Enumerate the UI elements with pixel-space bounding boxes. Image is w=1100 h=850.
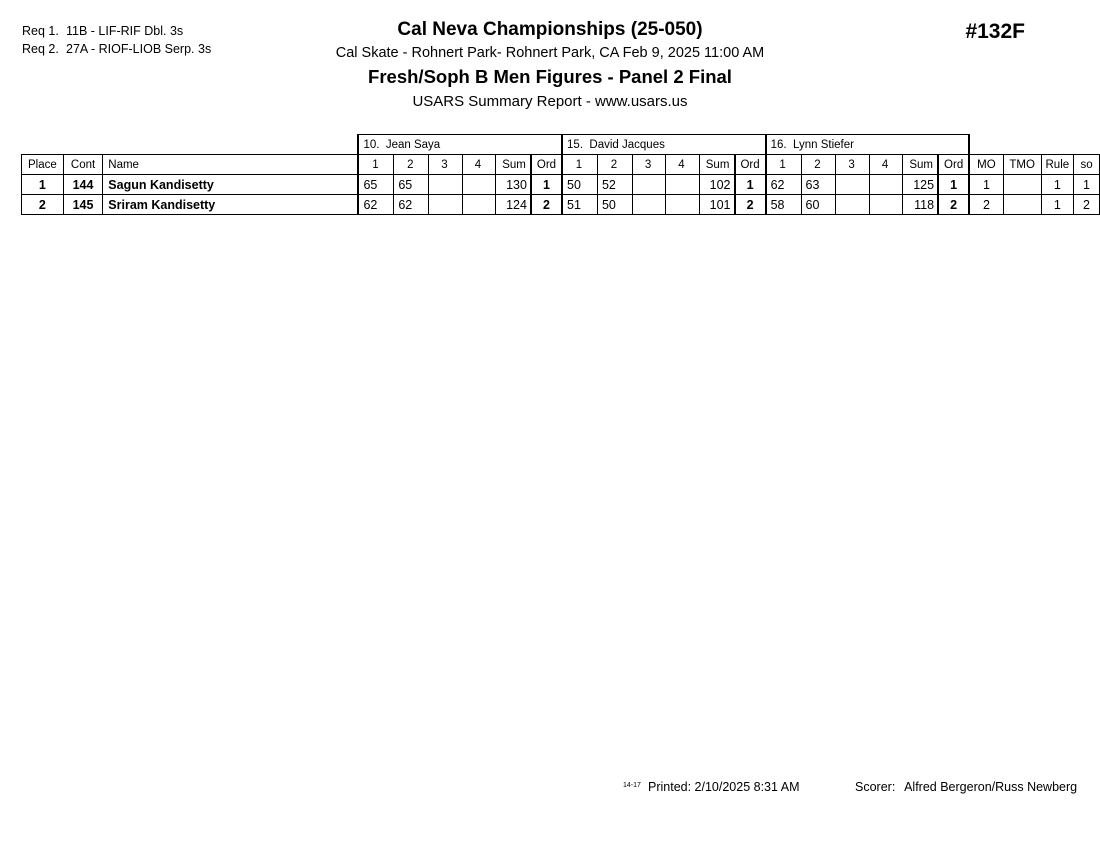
scorer-info	[855, 780, 1077, 794]
cell-j2-score-4	[666, 195, 699, 215]
cell-place: 2	[22, 195, 64, 215]
results-table	[21, 134, 1100, 215]
header-j1-score-2: 2	[394, 155, 429, 175]
judge-header-1	[358, 135, 562, 155]
header-mo: MO	[969, 155, 1003, 175]
judge-header-3	[766, 135, 970, 155]
judge-header-row	[22, 135, 1100, 155]
cell-mo: 1	[969, 175, 1003, 195]
cell-j3-score-4	[869, 195, 902, 215]
cell-j2-ord: 2	[735, 195, 766, 215]
cell-j3-sum: 125	[903, 175, 938, 195]
header-j2-score-3: 3	[632, 155, 665, 175]
cell-j1-score-3	[429, 175, 462, 195]
cell-cont: 145	[63, 195, 102, 215]
cell-j3-score-3	[836, 175, 869, 195]
header-j3-ord: Ord	[938, 155, 969, 175]
header-j1-sum: Sum	[496, 155, 531, 175]
cell-j3-score-2: 63	[801, 175, 836, 195]
header-j3-score-2: 2	[801, 155, 836, 175]
requirement-label: Req 1.	[22, 24, 59, 38]
footer-code: 14-17	[623, 782, 641, 789]
printed-timestamp: Printed: 2/10/2025 8:31 AM	[648, 780, 800, 794]
judge-name: Jean Saya	[385, 138, 441, 151]
scorer-names: Alfred Bergeron/Russ Newberg	[904, 780, 1078, 794]
cell-j3-ord: 2	[938, 195, 969, 215]
cell-j1-score-1: 62	[358, 195, 393, 215]
requirement-text: 27A - RIOF-LIOB Serp. 3s	[66, 42, 212, 56]
requirement-label: Req 2.	[22, 42, 59, 56]
cell-j1-sum: 130	[496, 175, 531, 195]
cell-place: 1	[22, 175, 64, 195]
header-j3-sum: Sum	[903, 155, 938, 175]
venue-datetime: Cal Skate - Rohnert Park- Rohnert Park, CA Feb 9, 2025 11:00 AM	[335, 45, 765, 61]
cell-j2-sum: 101	[699, 195, 734, 215]
results-table-wrap	[21, 134, 1100, 215]
cell-j1-sum: 124	[496, 195, 531, 215]
cell-rule: 1	[1041, 175, 1073, 195]
cell-tmo	[1003, 195, 1041, 215]
cell-j3-sum: 118	[903, 195, 938, 215]
cell-j1-score-2: 62	[394, 195, 429, 215]
title-block	[0, 18, 1100, 114]
scorer-label: Scorer:	[855, 780, 896, 794]
judge-band-spacer	[969, 135, 1003, 155]
judge-header-2	[562, 135, 766, 155]
judge-band-spacer	[1003, 135, 1041, 155]
judge-band-spacer	[22, 135, 64, 155]
header-j1-score-3: 3	[429, 155, 462, 175]
cell-cont: 144	[63, 175, 102, 195]
judge-name: David Jacques	[589, 138, 665, 151]
table-row	[22, 175, 1100, 195]
judge-number: 10.	[363, 138, 380, 151]
cell-so: 2	[1074, 195, 1100, 215]
cell-j1-score-1: 65	[358, 175, 393, 195]
header-j2-ord: Ord	[735, 155, 766, 175]
sheet-number: #132F	[965, 20, 1025, 43]
cell-j3-score-2: 60	[801, 195, 836, 215]
header-cont: Cont	[63, 155, 102, 175]
cell-name: Sagun Kandisetty	[103, 175, 359, 195]
cell-j2-score-3	[632, 195, 665, 215]
header-name: Name	[103, 155, 359, 175]
header-j1-score-4: 4	[462, 155, 495, 175]
judge-band-spacer	[1041, 135, 1073, 155]
header-j3-score-3: 3	[836, 155, 869, 175]
event-title: Fresh/Soph B Men Figures - Panel 2 Final	[368, 66, 732, 87]
table-row	[22, 195, 1100, 215]
cell-j2-ord: 1	[735, 175, 766, 195]
judge-band-spacer	[103, 135, 359, 155]
judge-band-spacer	[1074, 135, 1100, 155]
header-tmo: TMO	[1003, 155, 1041, 175]
cell-mo: 2	[969, 195, 1003, 215]
cell-j2-score-1: 50	[562, 175, 597, 195]
cell-j2-score-4	[666, 175, 699, 195]
header-j2-score-4: 4	[666, 155, 699, 175]
cell-so: 1	[1074, 175, 1100, 195]
column-header-row	[22, 155, 1100, 175]
header-j2-sum: Sum	[699, 155, 734, 175]
report-subtitle: USARS Summary Report - www.usars.us	[412, 93, 688, 110]
header-j3-score-1: 1	[766, 155, 801, 175]
header-rule: Rule	[1041, 155, 1073, 175]
header-j1-ord: Ord	[531, 155, 562, 175]
header-j1-score-1: 1	[358, 155, 393, 175]
header-place: Place	[22, 155, 64, 175]
header-j2-score-1: 1	[562, 155, 597, 175]
cell-j2-sum: 102	[699, 175, 734, 195]
cell-j1-ord: 2	[531, 195, 562, 215]
cell-j3-score-1: 62	[766, 175, 801, 195]
header-j3-score-4: 4	[869, 155, 902, 175]
competition-title: Cal Neva Championships (25-050)	[397, 19, 703, 40]
cell-j1-score-3	[429, 195, 462, 215]
cell-j1-score-4	[462, 195, 495, 215]
cell-j1-score-4	[462, 175, 495, 195]
judge-band-spacer	[63, 135, 102, 155]
cell-j1-ord: 1	[531, 175, 562, 195]
cell-rule: 1	[1041, 195, 1073, 215]
cell-j3-score-4	[869, 175, 902, 195]
judge-name: Lynn Stiefer	[793, 138, 854, 151]
cell-j2-score-1: 51	[562, 195, 597, 215]
cell-j3-score-1: 58	[766, 195, 801, 215]
requirement-text: 11B - LIF-RIF Dbl. 3s	[66, 24, 184, 38]
cell-name: Sriram Kandisetty	[103, 195, 359, 215]
cell-j2-score-2: 52	[597, 175, 632, 195]
judge-number: 15.	[567, 138, 584, 151]
cell-j3-score-3	[836, 195, 869, 215]
cell-j2-score-2: 50	[597, 195, 632, 215]
judge-number: 16.	[770, 138, 787, 151]
header-so: so	[1074, 155, 1100, 175]
cell-j3-ord: 1	[938, 175, 969, 195]
cell-j1-score-2: 65	[394, 175, 429, 195]
header-j2-score-2: 2	[597, 155, 632, 175]
cell-j2-score-3	[632, 175, 665, 195]
cell-tmo	[1003, 175, 1041, 195]
